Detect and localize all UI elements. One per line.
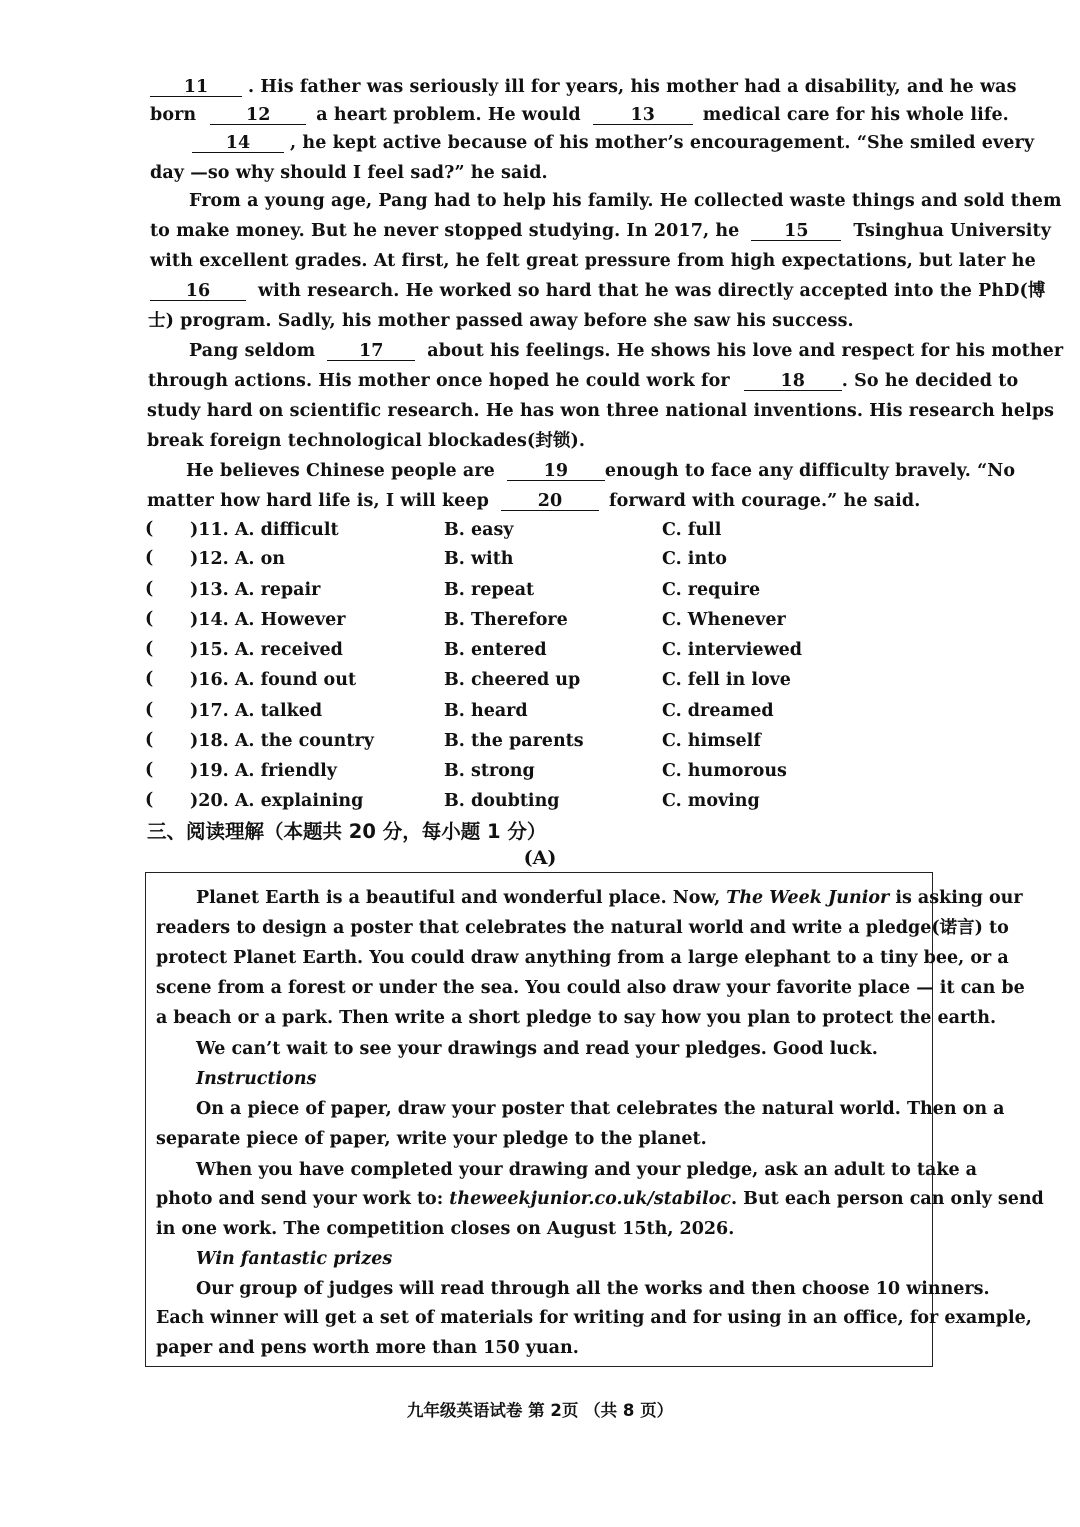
passage-line: Each winner will get a set of materials for writing and for using in an office, for example,: [156, 1308, 1032, 1328]
passage-line: We can’t wait to see your drawings and read your pledges. Good luck.: [196, 1039, 878, 1059]
question-17-option-b: B. heard: [444, 701, 528, 721]
cloze-text: enough to face any difficulty bravely. “No: [604, 461, 1016, 481]
question-14-option-b: B. Therefore: [444, 610, 568, 630]
cloze-line: with excellent grades. At first, he felt great pressure from high expectations, but later he: [150, 251, 1036, 271]
answer-paren[interactable]: (: [145, 548, 154, 568]
question-16-option-b: B. cheered up: [444, 670, 581, 690]
cloze-text: born: [150, 105, 197, 125]
blank-16: 16: [150, 282, 246, 301]
blank-14: 14: [192, 134, 284, 153]
page-footer: 九年级英语试卷 第 2页 （共 8 页）: [406, 1401, 674, 1420]
cloze-line: 士) program. Sadly, his mother passed away before she saw his success.: [148, 311, 854, 331]
answer-paren[interactable]: (: [145, 639, 154, 659]
passage-line: a beach or a park. Then write a short pledge to say how you plan to protect the earth.: [156, 1008, 997, 1028]
answer-paren[interactable]: (: [145, 700, 154, 720]
cloze-text: . His father was seriously ill for years, his mother had a disability, and he was: [248, 77, 1017, 97]
cloze-text: with research. He worked so hard that he was directly accepted into the PhD(博: [258, 281, 1046, 301]
blank-17: 17: [327, 342, 415, 361]
question-12-option-a: )12. A. on: [190, 549, 285, 569]
answer-paren[interactable]: (: [145, 609, 154, 629]
cloze-text: Tsinghua University: [853, 221, 1051, 241]
cloze-text: , he kept active because of his mother’s encouragement. “She smiled every: [290, 133, 1035, 153]
passage-line: When you have completed your drawing and your pledge, ask an adult to take a: [196, 1160, 978, 1180]
question-12-option-c: C. into: [662, 549, 727, 569]
question-14-option-c: C. Whenever: [662, 610, 786, 630]
passage-text: Planet Earth is a beautiful and wonderful place. Now,: [196, 888, 721, 908]
cloze-line: [150, 76, 1017, 98]
question-16-option-c: C. fell in love: [662, 670, 791, 690]
instructions-heading: Instructions: [196, 1069, 317, 1089]
cloze-line: [150, 280, 1045, 302]
blank-11: 11: [150, 78, 242, 97]
answer-paren[interactable]: (: [145, 669, 154, 689]
passage-line: in one work. The competition closes on August 15th, 2026.: [156, 1219, 735, 1239]
blank-19: 19: [507, 462, 605, 481]
question-15-option-b: B. entered: [444, 640, 547, 660]
cloze-text: matter how hard life is, I will keep: [147, 491, 489, 511]
blank-18: 18: [744, 372, 842, 391]
question-18-option-c: C. himself: [662, 731, 761, 751]
cloze-text: a heart problem. He would: [316, 105, 581, 125]
question-17-option-c: C. dreamed: [662, 701, 774, 721]
passage-line: [196, 887, 1023, 909]
question-19-option-b: B. strong: [444, 761, 535, 781]
question-18-option-b: B. the parents: [444, 731, 584, 751]
website-link: theweekjunior.co.uk/stabiloc: [449, 1189, 731, 1209]
question-11-option-c: C. full: [662, 520, 722, 540]
question-18-option-a: )18. A. the country: [190, 731, 374, 751]
question-15-option-a: )15. A. received: [190, 640, 343, 660]
cloze-line: [186, 460, 1015, 482]
passage-line: Our group of judges will read through all the works and then choose 10 winners.: [196, 1279, 990, 1299]
question-13-option-c: C. require: [662, 580, 761, 600]
passage-text: is asking our: [895, 888, 1023, 908]
passage-label: (A): [523, 847, 557, 869]
passage-line: On a piece of paper, draw your poster that celebrates the natural world. Then on a: [196, 1099, 1005, 1119]
cloze-text: . So he decided to: [841, 371, 1019, 391]
cloze-line: [147, 490, 920, 512]
passage-line: separate piece of paper, write your pledge to the planet.: [156, 1129, 707, 1149]
passage-line: readers to design a poster that celebrates the natural world and write a pledge(诺言) to: [156, 918, 1009, 938]
cloze-line: day —so why should I feel sad?” he said.: [150, 163, 548, 183]
question-16-option-a: )16. A. found out: [190, 670, 357, 690]
cloze-line: [150, 104, 1009, 126]
cloze-text: medical care for his whole life.: [702, 105, 1009, 125]
publication-name: The Week Junior: [726, 888, 890, 908]
blank-15: 15: [751, 222, 841, 241]
question-20-option-b: B. doubting: [444, 791, 560, 811]
cloze-line: [150, 220, 1051, 242]
passage-line: paper and pens worth more than 150 yuan.: [156, 1338, 579, 1358]
blank-12: 12: [210, 106, 306, 125]
cloze-line: study hard on scientific research. He has won three national inventions. His research helps: [147, 401, 1055, 421]
passage-text: . But each person can only send: [730, 1189, 1044, 1209]
blank-20: 20: [501, 492, 599, 511]
passage-text: photo and send your work to:: [156, 1189, 444, 1209]
question-13-option-b: B. repeat: [444, 580, 535, 600]
cloze-line: [148, 370, 1018, 392]
blank-13: 13: [593, 106, 693, 125]
cloze-text: He believes Chinese people are: [186, 461, 495, 481]
prizes-heading: Win fantastic prizes: [196, 1249, 393, 1269]
question-19-option-c: C. humorous: [662, 761, 787, 781]
cloze-text: to make money. But he never stopped studying. In 2017, he: [150, 221, 740, 241]
cloze-text: forward with courage.” he said.: [608, 491, 921, 511]
question-20-option-a: )20. A. explaining: [190, 791, 364, 811]
question-11-option-a: )11. A. difficult: [190, 520, 339, 540]
question-19-option-a: )19. A. friendly: [190, 761, 337, 781]
question-15-option-c: C. interviewed: [662, 640, 802, 660]
answer-paren[interactable]: (: [145, 790, 154, 810]
question-14-option-a: )14. A. However: [190, 610, 346, 630]
answer-paren[interactable]: (: [145, 730, 154, 750]
cloze-line: From a young age, Pang had to help his family. He collected waste things and sold them: [189, 191, 1062, 211]
cloze-line: [192, 132, 1034, 154]
passage-line: [156, 1188, 1044, 1210]
cloze-text: through actions. His mother once hoped he could work for: [148, 371, 730, 391]
answer-paren[interactable]: (: [145, 760, 154, 780]
passage-box: [145, 872, 1044, 1367]
cloze-line: break foreign technological blockades(封锁).: [147, 431, 586, 451]
question-13-option-a: )13. A. repair: [190, 580, 321, 600]
passage-line: protect Planet Earth. You could draw anything from a large elephant to a tiny bee, or a: [156, 948, 1009, 968]
question-20-option-c: C. moving: [662, 791, 760, 811]
question-17-option-a: )17. A. talked: [190, 701, 323, 721]
cloze-line: [189, 340, 1063, 362]
question-11-option-b: B. easy: [444, 520, 514, 540]
question-12-option-b: B. with: [444, 549, 514, 569]
passage-line: scene from a forest or under the sea. You could also draw your favorite place — it can be: [156, 978, 1025, 998]
section-title: 三、阅读理解（本题共 20 分，每小题 1 分）: [147, 820, 547, 843]
cloze-text: Pang seldom: [189, 341, 316, 361]
cloze-text: about his feelings. He shows his love and respect for his mother: [427, 341, 1064, 361]
answer-paren[interactable]: (: [145, 519, 154, 539]
answer-paren[interactable]: (: [145, 579, 154, 599]
